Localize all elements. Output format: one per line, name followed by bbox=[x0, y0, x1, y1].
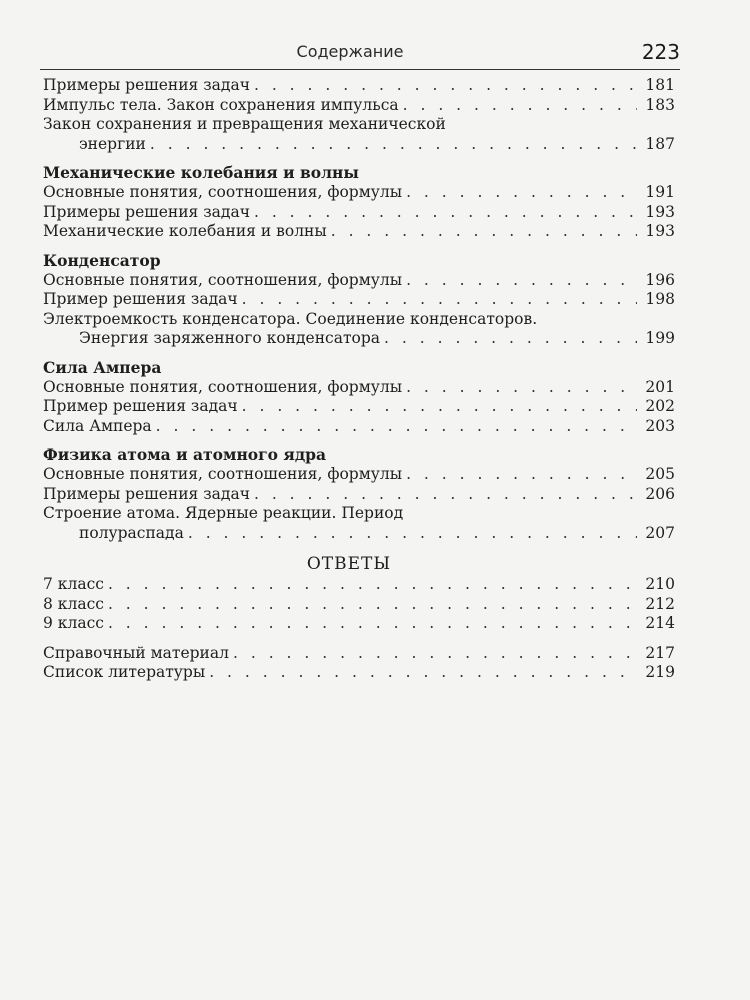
dot-leader bbox=[108, 595, 637, 615]
section-title: Конденсатор bbox=[43, 250, 161, 270]
toc-entry-page: 196 bbox=[645, 270, 675, 289]
dot-leader bbox=[384, 329, 637, 349]
toc-entry-label: Основные понятия, соотношения, формулы bbox=[43, 465, 403, 483]
toc-entry[interactable] bbox=[43, 465, 675, 485]
toc-entry-label: Справочный материал bbox=[43, 643, 229, 662]
dot-leader bbox=[406, 183, 637, 203]
toc-entry-page: 202 bbox=[645, 397, 675, 415]
dot-leader bbox=[150, 135, 637, 155]
toc-entry[interactable] bbox=[43, 417, 675, 437]
toc-section bbox=[43, 163, 675, 242]
toc-entry-label: Примеры решения задач bbox=[43, 202, 250, 221]
section-title: Механические колебания и волны bbox=[43, 163, 359, 182]
toc-entry-label: Основные понятия, соотношения, формулы bbox=[43, 377, 403, 396]
toc-entry-page: 191 bbox=[645, 183, 675, 201]
toc-entry-page: 193 bbox=[645, 222, 675, 240]
toc-entry[interactable] bbox=[43, 614, 675, 634]
toc-entry[interactable] bbox=[43, 203, 675, 223]
toc-entry[interactable] bbox=[43, 290, 675, 310]
toc-entry-label-line1: Строение атома. Ядерные реакции. Период bbox=[43, 504, 404, 522]
dot-leader bbox=[254, 76, 637, 96]
toc-entry[interactable] bbox=[43, 76, 675, 96]
toc-entry-label: Список литературы bbox=[43, 663, 206, 681]
toc-entry-page: 212 bbox=[645, 594, 675, 613]
toc-entry-page: 219 bbox=[645, 663, 675, 681]
dot-leader bbox=[331, 222, 637, 242]
toc-entry-label-line1: Электроемкость конденсатора. Соединение конденсаторов. bbox=[43, 309, 538, 328]
toc-entry-page: 217 bbox=[645, 643, 675, 662]
running-head bbox=[40, 40, 680, 68]
section-title: Физика атома и атомного ядра bbox=[43, 445, 327, 464]
toc-section bbox=[43, 445, 675, 543]
toc-entry-label: Механические колебания и волны bbox=[43, 222, 327, 240]
toc-entry-page: 187 bbox=[645, 134, 675, 153]
toc-entry-label: Энергия заряженного конденсатора bbox=[79, 329, 381, 347]
toc-entry-page: 206 bbox=[645, 484, 675, 503]
toc-entry-label: Основные понятия, соотношения, формулы bbox=[43, 183, 403, 201]
dot-leader bbox=[254, 485, 637, 505]
toc-entry[interactable] bbox=[43, 485, 675, 505]
toc-entry[interactable] bbox=[43, 644, 675, 664]
toc-entry[interactable] bbox=[43, 663, 675, 683]
toc-entry-page: 214 bbox=[645, 614, 675, 632]
toc-entry[interactable] bbox=[43, 524, 675, 544]
dot-leader bbox=[209, 663, 637, 683]
toc-entry-page: 193 bbox=[645, 202, 675, 221]
toc-entry-label: полураспада bbox=[79, 523, 184, 542]
toc-entry-label: Основные понятия, соотношения, формулы bbox=[43, 270, 403, 289]
toc-entry-page: 203 bbox=[645, 416, 675, 435]
page-number: 223 bbox=[641, 40, 680, 64]
toc-entry-label: Пример решения задач bbox=[43, 290, 238, 308]
toc-entry-label: 8 класс bbox=[43, 594, 104, 613]
dot-leader bbox=[403, 96, 637, 116]
toc-entry[interactable] bbox=[43, 135, 675, 155]
dot-leader bbox=[406, 465, 637, 485]
toc-entry[interactable] bbox=[43, 329, 675, 349]
answers-section bbox=[43, 553, 675, 634]
toc-entry-label: 7 класс bbox=[43, 575, 104, 593]
dot-leader bbox=[188, 524, 637, 544]
toc-entry-label: 9 класс bbox=[43, 614, 104, 632]
toc-entry-page: 207 bbox=[645, 523, 675, 542]
toc-section bbox=[43, 251, 675, 349]
dot-leader bbox=[108, 575, 637, 595]
toc-entry[interactable] bbox=[43, 222, 675, 242]
dot-leader bbox=[156, 417, 637, 437]
header-rule bbox=[40, 69, 680, 70]
toc-entry-page: 181 bbox=[645, 76, 675, 94]
section-title: Сила Ампера bbox=[43, 357, 162, 377]
dot-leader bbox=[233, 644, 637, 664]
dot-leader bbox=[108, 614, 637, 634]
toc-entry-label: Пример решения задач bbox=[43, 397, 238, 415]
toc-entry-label: Примеры решения задач bbox=[43, 76, 250, 94]
dot-leader bbox=[254, 203, 637, 223]
toc-entry-page: 205 bbox=[645, 465, 675, 483]
dot-leader bbox=[242, 397, 637, 417]
toc-entry-page: 201 bbox=[645, 377, 675, 396]
spacer bbox=[43, 634, 675, 644]
dot-leader bbox=[242, 290, 637, 310]
dot-leader bbox=[406, 271, 637, 291]
answers-title: ОТВЕТЫ bbox=[306, 554, 392, 574]
table-of-contents bbox=[43, 76, 675, 683]
dot-leader bbox=[406, 378, 637, 398]
toc-entry[interactable] bbox=[43, 575, 675, 595]
toc-entry-label: Сила Ампера bbox=[43, 416, 152, 435]
toc-entry[interactable] bbox=[43, 595, 675, 615]
toc-entry-page: 210 bbox=[645, 575, 675, 593]
running-head-title: Содержание bbox=[296, 42, 404, 61]
toc-section bbox=[43, 358, 675, 437]
toc-entry-page: 199 bbox=[645, 329, 675, 347]
toc-entry-label: энергии bbox=[79, 134, 146, 153]
toc-entry[interactable] bbox=[43, 271, 675, 291]
toc-entry[interactable] bbox=[43, 378, 675, 398]
toc-entry[interactable] bbox=[43, 183, 675, 203]
toc-entry-label: Импульс тела. Закон сохранения импульса bbox=[43, 95, 399, 114]
toc-entry-page: 183 bbox=[645, 95, 675, 114]
toc-entry-page: 198 bbox=[645, 290, 675, 308]
toc-entry[interactable] bbox=[43, 397, 675, 417]
toc-entry-label: Примеры решения задач bbox=[43, 484, 250, 503]
toc-entry-label-line1: Закон сохранения и превращения механической bbox=[43, 115, 446, 133]
toc-entry[interactable] bbox=[43, 96, 675, 116]
